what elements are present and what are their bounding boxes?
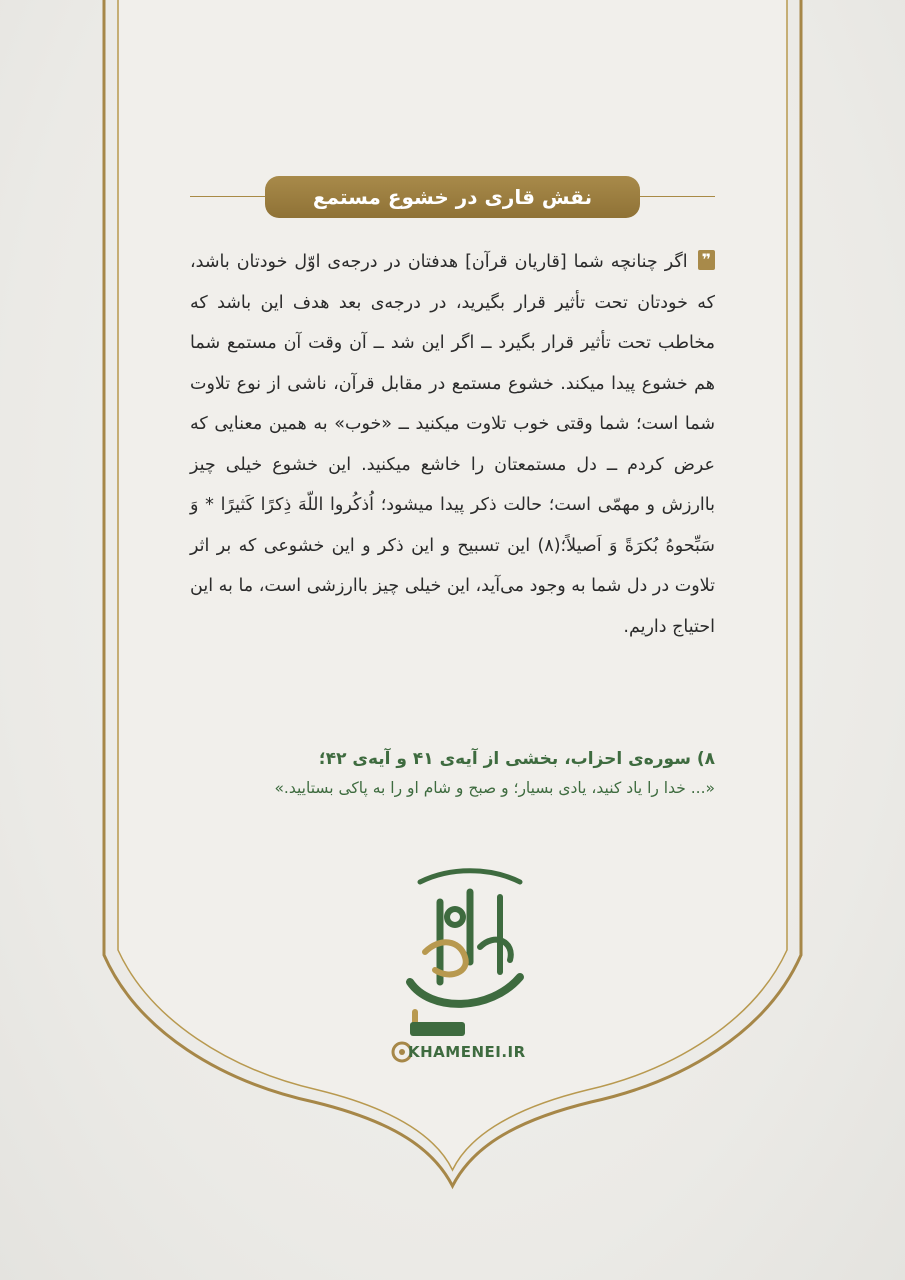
- site-name: KHAMENEI.IR: [408, 1043, 526, 1061]
- footnote: [190, 744, 715, 802]
- be-rasm-ayeh-ha-logo: [380, 862, 540, 1072]
- footnote-text: «... خدا را یاد کنید، یادی بسیار؛ و صبح و شام او را به پاکی بستایید.»: [274, 779, 715, 797]
- page-title: نقش قاری در خشوع مستمع: [265, 176, 640, 218]
- title-rule-right: [640, 196, 715, 197]
- quote-icon: ❞: [698, 250, 715, 270]
- footnote-title: ۸) سوره‌ی احزاب، بخشی از آیه‌ی ۴۱ و آیه‌ی ۴۲؛: [318, 749, 715, 769]
- body-paragraph: [190, 242, 715, 647]
- title-rule-left: [190, 196, 265, 197]
- title-banner: [190, 176, 715, 218]
- body-text: اگر چنانچه شما [قاریان قرآن] هدفتان در درجه‌ی اوّل خودتان باشد، که خودتان تحت تأثیر قرار بگیرید، در درجه‌ی بعد هدف این باشد که مخاطب تحت تأثیر قرار بگیرد ــ اگر این شد ــ آن وقت آن مستمع شما هم خشوع پیدا میکند. خشوع مستمع در مقابل قرآن، ناشی از نوع تلاوت شما است؛ شما وقتی خوب تلاوت میکنید ــ «خوب» به همین معنایی که عرض کردم ــ دل مستمعتان را خاشع میکنید. این خشوع خیلی چیز باارزش و مهمّی است؛ حالت ذکر پیدا میشود؛ اُذکُروا اللّهَ ذِکرًا کَثیرًا * وَ سَبِّحوهُ بُکرَةً وَ اَصیلاً؛(۸) این تسبیح و این ذکر و این خشوعی که بر اثر تلاوت در دل شما به وجود می‌آید، این خیلی چیز باارزشی است، ما به این احتیاج داریم.: [190, 252, 715, 637]
